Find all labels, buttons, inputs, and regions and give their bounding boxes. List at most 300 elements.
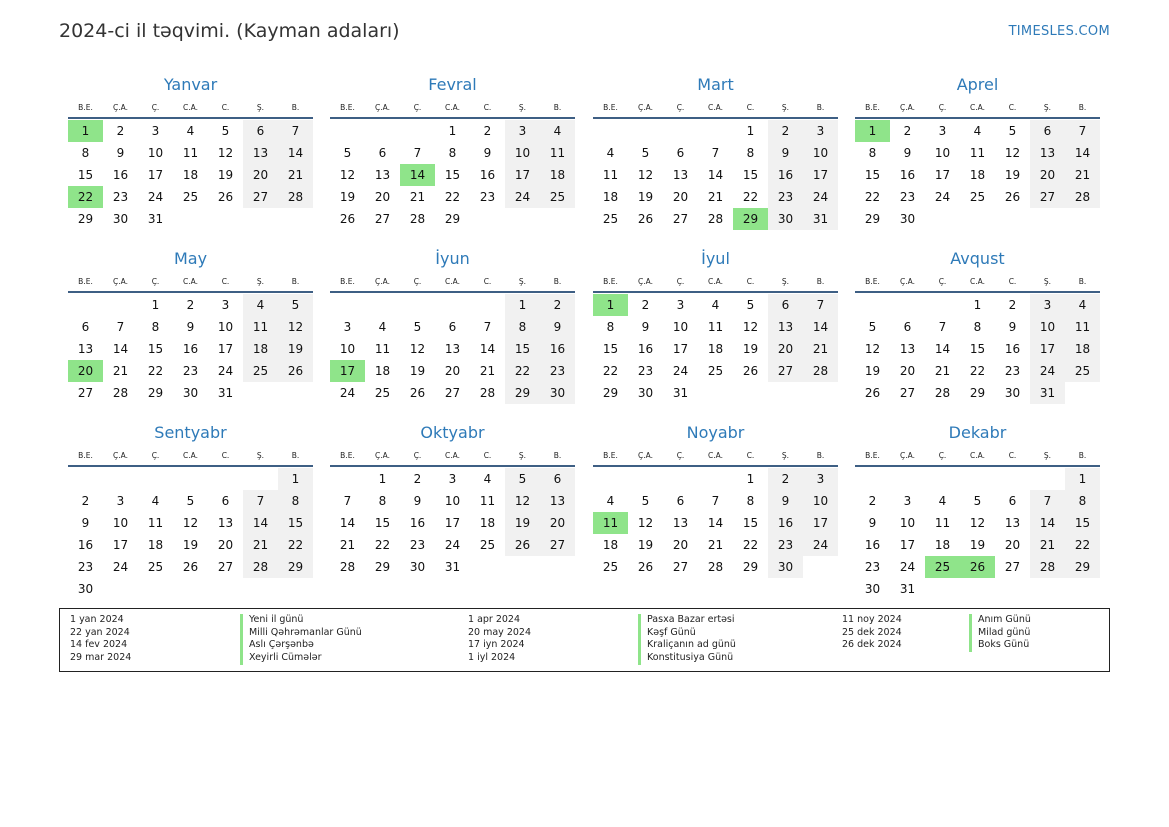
month-1 bbox=[68, 72, 313, 230]
holiday-date: 20 may 2024 bbox=[468, 626, 532, 638]
month-7 bbox=[593, 246, 838, 404]
holiday-name: Konstitusiya Günü bbox=[647, 652, 734, 664]
month-5 bbox=[68, 246, 313, 404]
day-cell: 18 bbox=[707, 342, 724, 356]
weekday-label: B. bbox=[816, 277, 825, 286]
weekday-label: C. bbox=[483, 277, 492, 286]
empty-cell bbox=[925, 468, 960, 490]
day-cell: 25 bbox=[182, 190, 199, 204]
day-cell: 12 bbox=[742, 320, 759, 334]
day-cell: 12 bbox=[637, 516, 654, 530]
day-cell: 21 bbox=[1065, 164, 1100, 186]
day-cell: 18 bbox=[540, 164, 575, 186]
holiday-day-cell: 1 bbox=[855, 120, 890, 142]
day-cell: 9 bbox=[81, 516, 90, 530]
day-cell: 14 bbox=[707, 168, 724, 182]
month-4 bbox=[855, 72, 1100, 230]
day-cell: 22 bbox=[742, 538, 759, 552]
day-cell: 27 bbox=[77, 386, 94, 400]
day-cell: 5 bbox=[641, 494, 650, 508]
day-cell: 21 bbox=[1030, 534, 1065, 556]
weekday-label: B. bbox=[816, 451, 825, 460]
weekday-label: Ş. bbox=[518, 103, 527, 112]
day-cell: 7 bbox=[711, 146, 720, 160]
day-cell: 27 bbox=[444, 386, 461, 400]
day-cell: 16 bbox=[768, 512, 803, 534]
weekday-label: C.A. bbox=[707, 451, 723, 460]
day-cell: 1 bbox=[505, 294, 540, 316]
day-cell: 6 bbox=[448, 320, 457, 334]
day-cell: 20 bbox=[672, 190, 689, 204]
day-cell: 8 bbox=[746, 494, 755, 508]
day-cell: 15 bbox=[602, 342, 619, 356]
empty-cell bbox=[330, 120, 365, 142]
day-cell: 18 bbox=[602, 538, 619, 552]
day-cell: 14 bbox=[1065, 142, 1100, 164]
day-cell: 25 bbox=[147, 560, 164, 574]
day-cell: 23 bbox=[864, 560, 881, 574]
weekday-label: C.A. bbox=[182, 277, 198, 286]
day-cell: 4 bbox=[186, 124, 195, 138]
day-cell: 11 bbox=[934, 516, 951, 530]
day-cell: 18 bbox=[1065, 338, 1100, 360]
day-cell: 7 bbox=[413, 146, 422, 160]
day-cell: 5 bbox=[221, 124, 230, 138]
day-cell: 12 bbox=[278, 316, 313, 338]
empty-cell bbox=[1030, 468, 1065, 490]
day-cell: 17 bbox=[112, 538, 129, 552]
day-cell: 23 bbox=[768, 186, 803, 208]
weekday-label: Ç. bbox=[938, 103, 947, 112]
day-cell: 4 bbox=[711, 298, 720, 312]
weekday-label: B.E. bbox=[340, 103, 355, 112]
month-name: Mart bbox=[697, 75, 734, 94]
weekday-label: B. bbox=[553, 277, 562, 286]
weekday-label: Ç. bbox=[413, 103, 422, 112]
day-cell: 9 bbox=[641, 320, 650, 334]
weekday-label: C. bbox=[746, 451, 755, 460]
day-cell: 26 bbox=[742, 364, 759, 378]
day-cell: 29 bbox=[147, 386, 164, 400]
day-cell: 24 bbox=[899, 560, 916, 574]
day-cell: 29 bbox=[374, 560, 391, 574]
weekday-label: Ç. bbox=[151, 277, 160, 286]
holiday-names-group-3 bbox=[969, 614, 1031, 652]
empty-cell bbox=[470, 294, 505, 316]
day-grid bbox=[330, 468, 575, 578]
empty-cell bbox=[138, 468, 173, 490]
day-cell: 6 bbox=[540, 468, 575, 490]
weekday-label: Ç.A. bbox=[637, 277, 653, 286]
weekday-label: C.A. bbox=[969, 451, 985, 460]
weekday-label: Ş. bbox=[518, 451, 527, 460]
day-cell: 19 bbox=[217, 168, 234, 182]
day-cell: 28 bbox=[803, 360, 838, 382]
day-cell: 10 bbox=[899, 516, 916, 530]
day-cell: 5 bbox=[641, 146, 650, 160]
day-cell: 25 bbox=[540, 186, 575, 208]
day-cell: 31 bbox=[147, 212, 164, 226]
day-cell: 1 bbox=[151, 298, 160, 312]
day-cell: 16 bbox=[864, 538, 881, 552]
day-cell: 2 bbox=[868, 494, 877, 508]
weekday-label: C.A. bbox=[444, 451, 460, 460]
day-cell: 15 bbox=[505, 338, 540, 360]
day-cell: 15 bbox=[969, 342, 986, 356]
empty-cell bbox=[68, 468, 103, 490]
day-cell: 17 bbox=[217, 342, 234, 356]
day-cell: 20 bbox=[1030, 164, 1065, 186]
day-cell: 18 bbox=[479, 516, 496, 530]
day-grid bbox=[855, 468, 1100, 600]
brand-link[interactable]: TIMESLES.COM bbox=[1008, 24, 1110, 39]
day-cell: 26 bbox=[864, 386, 881, 400]
weekday-label: B.E. bbox=[78, 103, 93, 112]
day-cell: 20 bbox=[768, 338, 803, 360]
day-cell: 3 bbox=[151, 124, 160, 138]
day-cell: 23 bbox=[899, 190, 916, 204]
day-cell: 4 bbox=[1065, 294, 1100, 316]
day-cell: 11 bbox=[602, 168, 619, 182]
weekday-label: B.E. bbox=[865, 277, 880, 286]
day-cell: 3 bbox=[343, 320, 352, 334]
day-cell: 29 bbox=[1065, 556, 1100, 578]
day-cell: 23 bbox=[768, 534, 803, 556]
day-cell: 24 bbox=[1030, 360, 1065, 382]
day-cell: 2 bbox=[1008, 298, 1017, 312]
day-cell: 10 bbox=[934, 146, 951, 160]
day-cell: 17 bbox=[803, 164, 838, 186]
weekday-label: Ç.A. bbox=[374, 103, 390, 112]
month-name: İyul bbox=[701, 249, 730, 268]
weekday-label: B. bbox=[291, 103, 300, 112]
day-cell: 30 bbox=[899, 212, 916, 226]
weekday-label: C. bbox=[1008, 277, 1017, 286]
day-cell: 29 bbox=[278, 556, 313, 578]
day-cell: 1 bbox=[1065, 468, 1100, 490]
day-cell: 24 bbox=[112, 560, 129, 574]
empty-cell bbox=[855, 468, 890, 490]
day-cell: 10 bbox=[803, 490, 838, 512]
day-cell: 7 bbox=[116, 320, 125, 334]
weekday-label: B. bbox=[553, 103, 562, 112]
weekday-label: C. bbox=[1008, 103, 1017, 112]
day-cell: 15 bbox=[742, 168, 759, 182]
day-cell: 27 bbox=[672, 212, 689, 226]
day-cell: 9 bbox=[768, 142, 803, 164]
empty-cell bbox=[890, 468, 925, 490]
weekday-label: Ş. bbox=[518, 277, 527, 286]
day-cell: 24 bbox=[934, 190, 951, 204]
day-cell: 30 bbox=[77, 582, 94, 596]
weekday-label: Ç.A. bbox=[899, 103, 915, 112]
day-cell: 7 bbox=[803, 294, 838, 316]
day-cell: 4 bbox=[938, 494, 947, 508]
day-cell: 4 bbox=[243, 294, 278, 316]
empty-cell bbox=[365, 294, 400, 316]
day-cell: 14 bbox=[243, 512, 278, 534]
day-cell: 27 bbox=[1004, 560, 1021, 574]
weekday-label: Ç.A. bbox=[374, 277, 390, 286]
weekday-label: B.E. bbox=[603, 277, 618, 286]
month-name: Aprel bbox=[956, 75, 999, 94]
holiday-name: Xeyirli Cümələr bbox=[249, 652, 322, 664]
day-cell: 21 bbox=[707, 190, 724, 204]
day-cell: 10 bbox=[112, 516, 129, 530]
day-cell: 16 bbox=[479, 168, 496, 182]
month-name: Yanvar bbox=[163, 75, 218, 94]
holiday-date: 29 mar 2024 bbox=[70, 652, 132, 664]
day-grid bbox=[330, 120, 575, 230]
day-cell: 4 bbox=[378, 320, 387, 334]
day-cell: 21 bbox=[243, 534, 278, 556]
weekday-label: Ç. bbox=[413, 277, 422, 286]
day-cell: 11 bbox=[969, 146, 986, 160]
day-cell: 29 bbox=[602, 386, 619, 400]
weekday-label: C. bbox=[1008, 451, 1017, 460]
day-cell: 18 bbox=[374, 364, 391, 378]
holiday-names-group-2 bbox=[638, 614, 736, 665]
holiday-date: 22 yan 2024 bbox=[70, 626, 130, 638]
day-cell: 26 bbox=[217, 190, 234, 204]
empty-cell bbox=[663, 120, 698, 142]
day-cell: 5 bbox=[343, 146, 352, 160]
day-cell: 7 bbox=[711, 494, 720, 508]
day-cell: 28 bbox=[243, 556, 278, 578]
day-cell: 12 bbox=[1004, 146, 1021, 160]
day-cell: 26 bbox=[339, 212, 356, 226]
empty-cell bbox=[365, 120, 400, 142]
weekday-label: C. bbox=[746, 103, 755, 112]
day-cell: 22 bbox=[374, 538, 391, 552]
day-cell: 28 bbox=[934, 386, 951, 400]
weekday-label: Ş. bbox=[256, 277, 265, 286]
day-cell: 30 bbox=[864, 582, 881, 596]
day-cell: 22 bbox=[505, 360, 540, 382]
day-cell: 6 bbox=[676, 146, 685, 160]
weekday-label: Ç. bbox=[676, 451, 685, 460]
day-cell: 31 bbox=[899, 582, 916, 596]
day-cell: 6 bbox=[903, 320, 912, 334]
weekday-label: Ç.A. bbox=[637, 451, 653, 460]
day-cell: 6 bbox=[1008, 494, 1017, 508]
day-cell: 22 bbox=[969, 364, 986, 378]
holiday-day-cell: 26 bbox=[960, 556, 995, 578]
holiday-name: Pasxa Bazar ertəsi bbox=[647, 614, 735, 625]
day-cell: 26 bbox=[1004, 190, 1021, 204]
day-cell: 24 bbox=[217, 364, 234, 378]
day-cell: 10 bbox=[217, 320, 234, 334]
weekday-label: B.E. bbox=[78, 451, 93, 460]
day-cell: 22 bbox=[864, 190, 881, 204]
day-cell: 2 bbox=[903, 124, 912, 138]
day-cell: 30 bbox=[1004, 386, 1021, 400]
holiday-name: Yeni il günü bbox=[249, 614, 304, 625]
day-cell: 23 bbox=[409, 538, 426, 552]
month-name: Dekabr bbox=[948, 423, 1007, 442]
day-cell: 2 bbox=[483, 124, 492, 138]
day-cell: 16 bbox=[1004, 342, 1021, 356]
day-cell: 12 bbox=[864, 342, 881, 356]
weekday-label: C.A. bbox=[707, 103, 723, 112]
day-cell: 20 bbox=[217, 538, 234, 552]
day-cell: 7 bbox=[278, 120, 313, 142]
day-cell: 16 bbox=[768, 164, 803, 186]
holiday-dates-group-3 bbox=[842, 614, 902, 652]
empty-cell bbox=[663, 468, 698, 490]
weekday-header bbox=[68, 446, 313, 467]
day-cell: 1 bbox=[973, 298, 982, 312]
day-cell: 22 bbox=[147, 364, 164, 378]
day-cell: 2 bbox=[768, 468, 803, 490]
day-cell: 17 bbox=[147, 168, 164, 182]
month-name: Avqust bbox=[950, 249, 1005, 268]
day-cell: 31 bbox=[1030, 382, 1065, 404]
day-cell: 26 bbox=[182, 560, 199, 574]
day-cell: 19 bbox=[637, 190, 654, 204]
day-cell: 9 bbox=[116, 146, 125, 160]
holiday-date: 17 iyn 2024 bbox=[468, 639, 525, 651]
day-cell: 28 bbox=[409, 212, 426, 226]
day-cell: 26 bbox=[637, 560, 654, 574]
weekday-label: C.A. bbox=[969, 277, 985, 286]
day-cell: 29 bbox=[505, 382, 540, 404]
empty-cell bbox=[855, 294, 890, 316]
day-cell: 19 bbox=[409, 364, 426, 378]
day-cell: 27 bbox=[768, 360, 803, 382]
holiday-date: 14 fev 2024 bbox=[70, 639, 128, 651]
day-grid bbox=[68, 294, 313, 404]
day-cell: 11 bbox=[147, 516, 164, 530]
day-grid bbox=[593, 120, 838, 230]
day-cell: 19 bbox=[278, 338, 313, 360]
day-cell: 6 bbox=[676, 494, 685, 508]
day-cell: 27 bbox=[540, 534, 575, 556]
day-cell: 31 bbox=[217, 386, 234, 400]
weekday-label: Ç. bbox=[676, 277, 685, 286]
day-cell: 3 bbox=[448, 472, 457, 486]
holiday-date: 25 dek 2024 bbox=[842, 626, 902, 638]
weekday-label: B. bbox=[291, 277, 300, 286]
day-cell: 2 bbox=[186, 298, 195, 312]
day-cell: 3 bbox=[803, 468, 838, 490]
weekday-label: Ş. bbox=[256, 103, 265, 112]
day-cell: 21 bbox=[707, 538, 724, 552]
day-cell: 25 bbox=[602, 560, 619, 574]
day-cell: 20 bbox=[672, 538, 689, 552]
day-cell: 9 bbox=[483, 146, 492, 160]
day-cell: 20 bbox=[540, 512, 575, 534]
day-cell: 13 bbox=[1030, 142, 1065, 164]
day-cell: 16 bbox=[637, 342, 654, 356]
holiday-date: 1 iyl 2024 bbox=[468, 652, 516, 664]
weekday-label: Ç. bbox=[938, 277, 947, 286]
weekday-label: C. bbox=[221, 277, 230, 286]
day-cell: 18 bbox=[969, 168, 986, 182]
day-cell: 19 bbox=[182, 538, 199, 552]
weekday-label: B.E. bbox=[603, 103, 618, 112]
holiday-name: Boks Günü bbox=[978, 639, 1030, 651]
month-11 bbox=[593, 420, 838, 578]
empty-cell bbox=[995, 468, 1030, 490]
day-cell: 2 bbox=[641, 298, 650, 312]
day-cell: 24 bbox=[672, 364, 689, 378]
day-cell: 8 bbox=[746, 146, 755, 160]
day-cell: 8 bbox=[81, 146, 90, 160]
month-name: Oktyabr bbox=[420, 423, 485, 442]
holiday-day-cell: 1 bbox=[68, 120, 103, 142]
day-cell: 10 bbox=[1030, 316, 1065, 338]
day-cell: 23 bbox=[1004, 364, 1021, 378]
day-cell: 7 bbox=[1065, 120, 1100, 142]
day-cell: 22 bbox=[602, 364, 619, 378]
month-name: İyun bbox=[435, 249, 470, 268]
empty-cell bbox=[103, 294, 138, 316]
day-cell: 12 bbox=[409, 342, 426, 356]
day-cell: 12 bbox=[637, 168, 654, 182]
day-cell: 13 bbox=[444, 342, 461, 356]
day-cell: 5 bbox=[973, 494, 982, 508]
day-cell: 29 bbox=[77, 212, 94, 226]
weekday-header bbox=[330, 446, 575, 467]
day-grid bbox=[855, 294, 1100, 404]
holiday-day-cell: 17 bbox=[330, 360, 365, 382]
day-cell: 13 bbox=[672, 516, 689, 530]
weekday-label: C.A. bbox=[444, 277, 460, 286]
day-cell: 3 bbox=[938, 124, 947, 138]
day-cell: 10 bbox=[339, 342, 356, 356]
weekday-header bbox=[330, 98, 575, 119]
day-cell: 13 bbox=[540, 490, 575, 512]
weekday-label: Ç.A. bbox=[112, 103, 128, 112]
empty-cell bbox=[208, 468, 243, 490]
weekday-header bbox=[855, 98, 1100, 119]
day-cell: 21 bbox=[934, 364, 951, 378]
day-cell: 26 bbox=[505, 534, 540, 556]
day-cell: 19 bbox=[742, 342, 759, 356]
day-cell: 25 bbox=[1065, 360, 1100, 382]
day-cell: 20 bbox=[899, 364, 916, 378]
day-cell: 14 bbox=[112, 342, 129, 356]
day-cell: 25 bbox=[479, 538, 496, 552]
day-cell: 3 bbox=[676, 298, 685, 312]
month-name: Fevral bbox=[428, 75, 477, 94]
holiday-day-cell: 29 bbox=[733, 208, 768, 230]
day-cell: 28 bbox=[1030, 556, 1065, 578]
holiday-day-cell: 22 bbox=[68, 186, 103, 208]
weekday-label: C.A. bbox=[182, 103, 198, 112]
weekday-label: Ş. bbox=[781, 277, 790, 286]
day-cell: 19 bbox=[864, 364, 881, 378]
empty-cell bbox=[698, 468, 733, 490]
day-cell: 14 bbox=[803, 316, 838, 338]
month-6 bbox=[330, 246, 575, 404]
weekday-header bbox=[855, 446, 1100, 467]
day-cell: 30 bbox=[637, 386, 654, 400]
holiday-date: 1 yan 2024 bbox=[70, 614, 124, 625]
day-cell: 24 bbox=[803, 534, 838, 556]
day-cell: 30 bbox=[768, 556, 803, 578]
holiday-day-cell: 25 bbox=[925, 556, 960, 578]
day-cell: 8 bbox=[1065, 490, 1100, 512]
empty-cell bbox=[593, 120, 628, 142]
day-cell: 13 bbox=[374, 168, 391, 182]
day-cell: 23 bbox=[112, 190, 129, 204]
day-cell: 2 bbox=[116, 124, 125, 138]
weekday-label: Ç.A. bbox=[112, 277, 128, 286]
day-cell: 19 bbox=[339, 190, 356, 204]
weekday-label: Ç.A. bbox=[112, 451, 128, 460]
